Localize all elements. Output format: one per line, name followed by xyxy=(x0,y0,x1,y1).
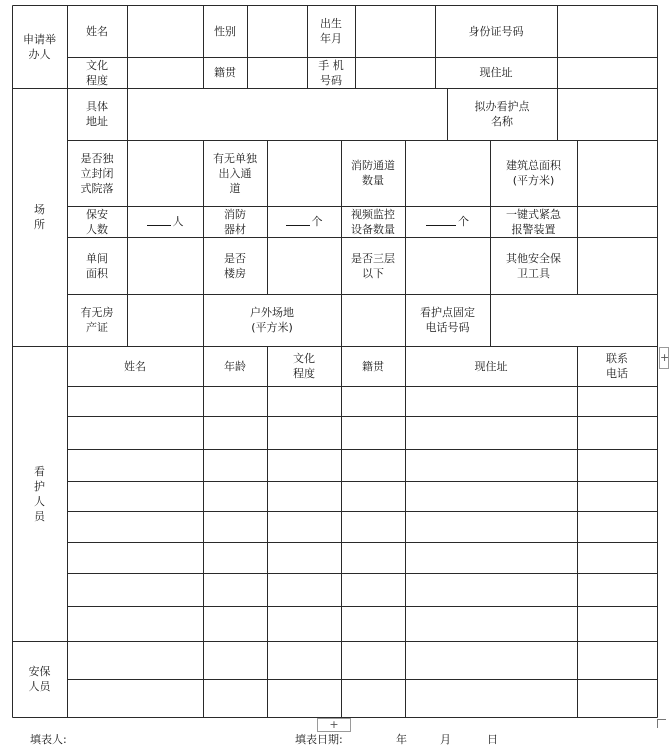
caregivers-col-education: 文化 程度 xyxy=(293,352,315,380)
caregivers-col-native: 籍贯 xyxy=(362,359,384,373)
applicant-gender-label: 性别 xyxy=(214,24,236,38)
venue-fire-passage-label: 消防通道 数量 xyxy=(351,159,395,187)
venue-fire-equipment-value[interactable] xyxy=(267,206,341,237)
filler-label: 填表人: xyxy=(30,733,67,746)
venue-building-area-label: 建筑总面积 (平方米) xyxy=(506,159,561,187)
caregivers-col-age: 年龄 xyxy=(224,359,246,373)
venue-other-tools-label: 其他安全保 卫工具 xyxy=(506,251,561,280)
fill-blank xyxy=(426,217,456,226)
fill-blank xyxy=(147,217,171,226)
venue-cctv-value[interactable] xyxy=(405,206,490,237)
applicant-id-label: 身份证号码 xyxy=(468,24,524,38)
date-label: 填表日期: xyxy=(295,733,343,746)
applicant-education-label: 文化 程度 xyxy=(86,58,108,87)
date-month: 月 xyxy=(440,733,451,746)
venue-enclosed-yard-label: 是否独 立封闭 式院落 xyxy=(80,151,114,195)
venue-fire-equipment-label: 消防 器材 xyxy=(224,207,246,236)
unit-person: 人 xyxy=(172,215,184,228)
applicant-birth-label: 出生 年月 xyxy=(320,17,342,45)
security-group-label: 安保 人员 xyxy=(28,665,51,693)
table-resize-corner-icon[interactable] xyxy=(657,719,666,728)
venue-separate-entrance-label: 有无单独 出入通 道 xyxy=(213,151,257,195)
applicant-address-label: 现住址 xyxy=(479,66,513,79)
applicant-native-label: 籍贯 xyxy=(214,66,236,79)
venue-outdoor-area-label: 户外场地 (平方米) xyxy=(250,306,294,334)
caregivers-col-phone: 联系 电话 xyxy=(606,352,628,380)
date-day: 日 xyxy=(487,733,498,746)
caregivers-group-label: 看 护 人 员 xyxy=(34,464,45,523)
add-row-plus-icon[interactable]: + xyxy=(317,718,351,732)
add-column-plus-icon[interactable]: + xyxy=(659,347,669,369)
venue-single-area-label: 单间 面积 xyxy=(86,251,108,280)
venue-group-label: 场 所 xyxy=(34,203,45,231)
fill-blank xyxy=(286,217,310,226)
caregivers-col-address: 现住址 xyxy=(474,359,508,373)
venue-property-cert-label: 有无房 产证 xyxy=(80,306,114,334)
venue-security-staff-value[interactable] xyxy=(127,206,203,237)
applicant-name-label: 姓名 xyxy=(86,24,108,38)
unit-piece: 个 xyxy=(458,215,469,228)
venue-building-type-label: 是否 楼房 xyxy=(224,251,246,280)
venue-three-floors-label: 是否三层 以下 xyxy=(351,251,395,280)
applicant-group-label: 申请举 办人 xyxy=(23,32,56,61)
caregivers-col-name: 姓名 xyxy=(124,359,146,373)
applicant-phone-label: 手 机 号码 xyxy=(318,58,344,87)
venue-alarm-label: 一键式紧急 报警装置 xyxy=(506,207,561,236)
unit-piece: 个 xyxy=(311,215,323,228)
venue-specific-address-label: 具体 地址 xyxy=(86,100,108,128)
venue-cctv-label: 视频监控 设备数量 xyxy=(351,207,395,236)
venue-proposed-name-label: 拟办看护点 名称 xyxy=(474,100,530,128)
venue-security-staff-label: 保安 人数 xyxy=(86,207,108,236)
venue-fixed-phone-label: 看护点固定 电话号码 xyxy=(420,306,475,334)
date-year: 年 xyxy=(396,733,407,746)
